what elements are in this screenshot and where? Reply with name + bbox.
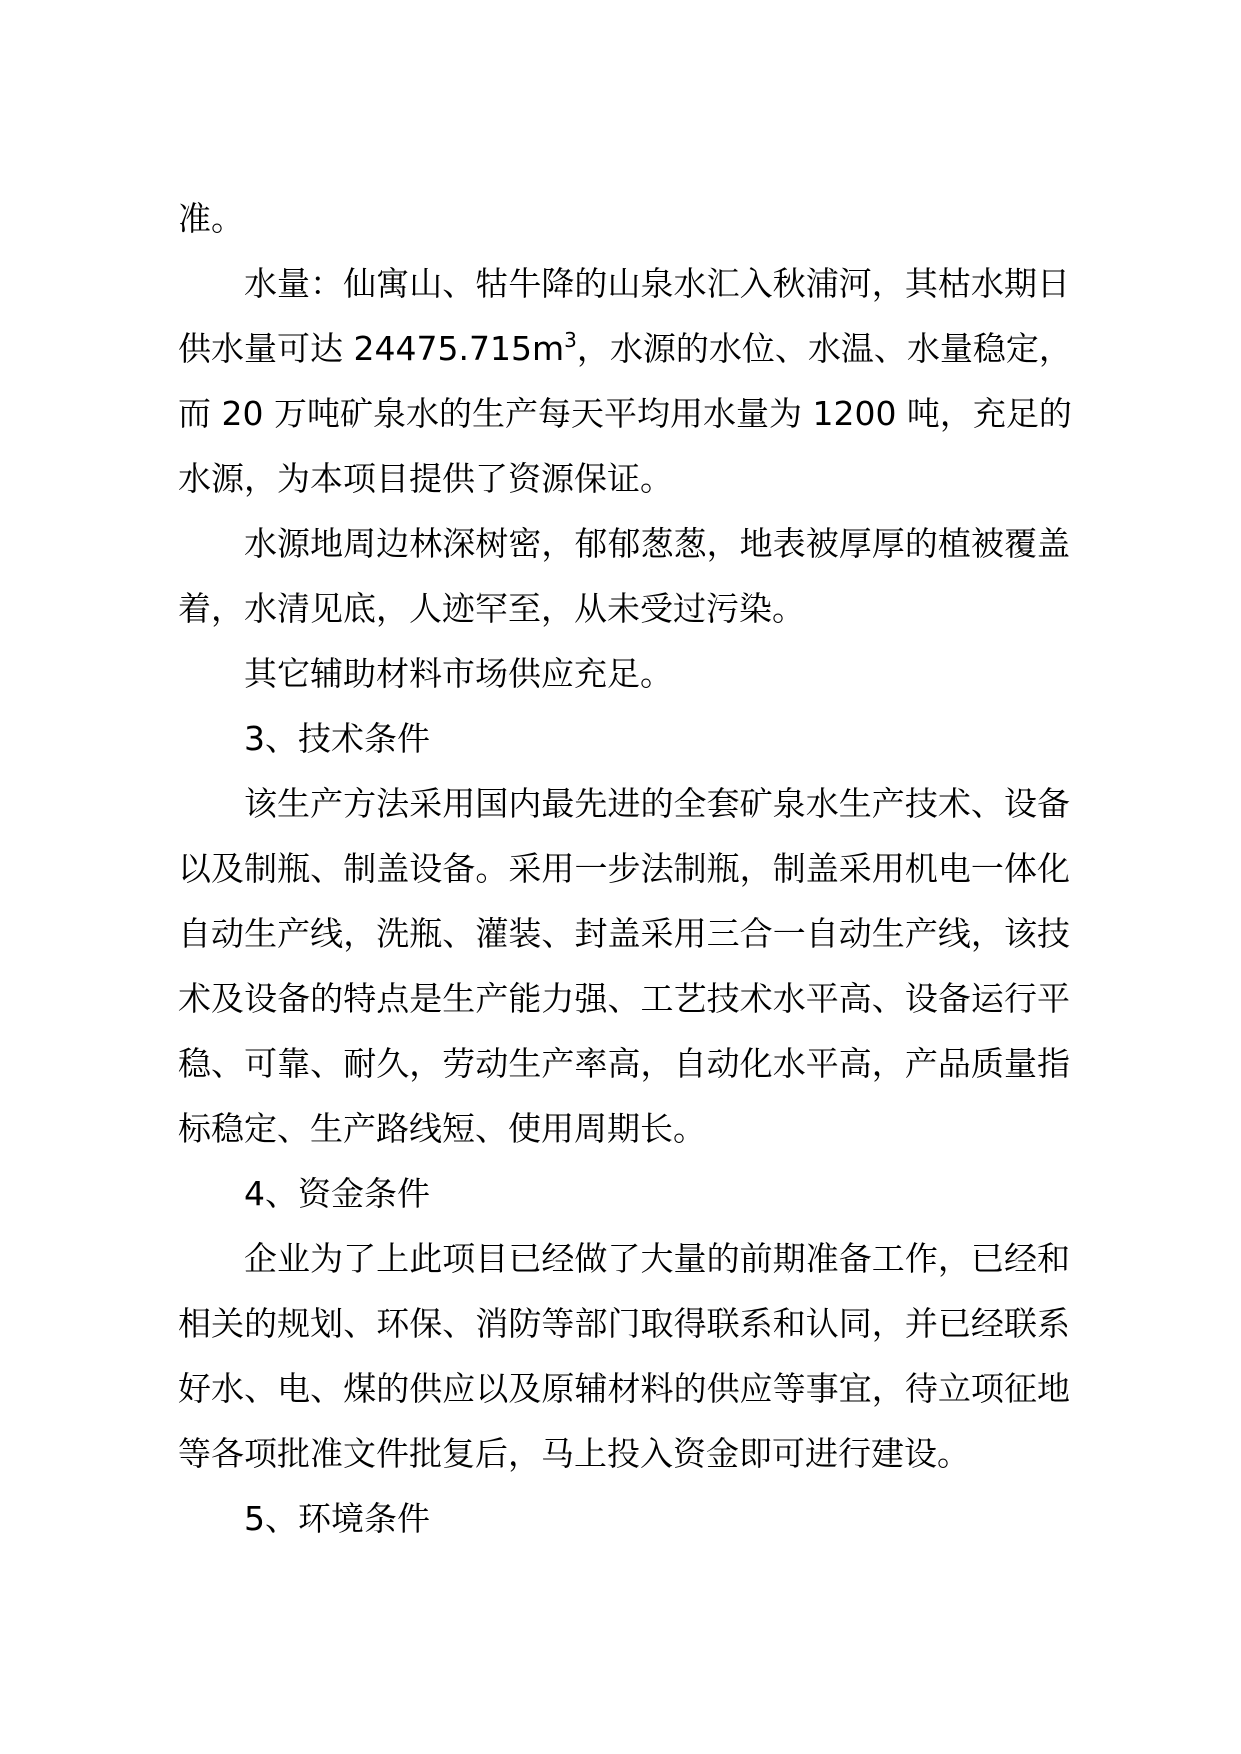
text-line: 企业为了上此项目已经做了大量的前期准备工作，已经和: [244, 1239, 1070, 1278]
text-line: [178, 316, 1070, 381]
text-line: 其它辅助材料市场供应充足。: [244, 654, 673, 693]
section-heading: 3、技术条件: [244, 719, 430, 758]
text-line: 等各项批准文件批复后，马上投入资金即可进行建设。: [178, 1434, 970, 1473]
text-line: 水源地周边林深树密，郁郁葱葱，地表被厚厚的植被覆盖: [244, 524, 1070, 563]
text-line: 好水、电、煤的供应以及原辅材料的供应等事宜，待立项征地: [178, 1369, 1070, 1408]
section-heading: 5、环境条件: [244, 1499, 430, 1538]
text-line: 稳、可靠、耐久，劳动生产率高，自动化水平高，产品质量指: [178, 1044, 1070, 1083]
text-line: 术及设备的特点是生产能力强、工艺技术水平高、设备运行平: [178, 979, 1070, 1018]
text-line: 准。: [178, 199, 244, 238]
text-line: 水源，为本项目提供了资源保证。: [178, 459, 673, 498]
section-heading: 4、资金条件: [244, 1174, 430, 1213]
text-fragment: ，水源的水位、水温、水量稳定，: [576, 329, 1072, 368]
text-line: 该生产方法采用国内最先进的全套矿泉水生产技术、设备: [244, 784, 1070, 823]
text-fragment: 供水量可达 24475.715m: [178, 329, 565, 368]
text-line: 标稳定、生产路线短、使用周期长。: [178, 1109, 706, 1148]
text-line: 自动生产线，洗瓶、灌装、封盖采用三合一自动生产线，该技: [178, 914, 1070, 953]
text-line: 着，水清见底，人迹罕至，从未受过污染。: [178, 589, 805, 628]
text-line: 以及制瓶、制盖设备。采用一步法制瓶，制盖采用机电一体化: [178, 849, 1070, 888]
document-page: [178, 186, 1070, 1551]
text-line: 而 20 万吨矿泉水的生产每天平均用水量为 1200 吨，充足的: [178, 394, 1072, 433]
text-line: 水量：仙寓山、牯牛降的山泉水汇入秋浦河，其枯水期日: [244, 264, 1070, 303]
superscript: 3: [564, 328, 577, 352]
text-line: 相关的规划、环保、消防等部门取得联系和认同，并已经联系: [178, 1304, 1070, 1343]
